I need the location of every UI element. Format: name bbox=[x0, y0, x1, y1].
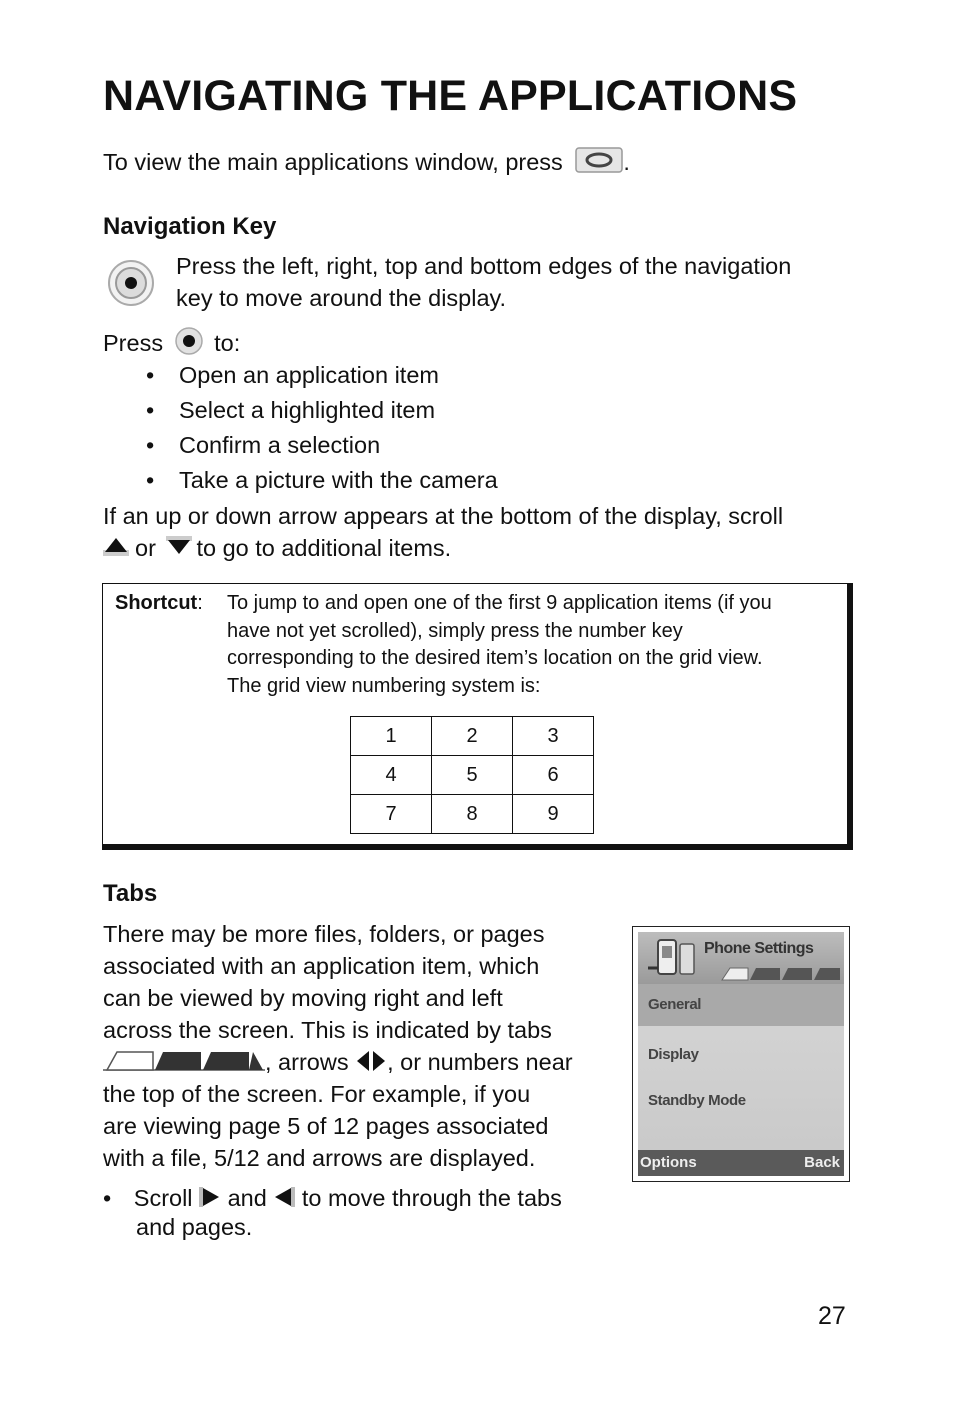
shortcut-text: To jump to and open one of the first 9 application items (if you have not yet scrolled), simply press the number key corresponding to the desired item’s location on the grid view. The grid view numbering system is: bbox=[227, 592, 772, 697]
page-number: 27 bbox=[818, 1302, 846, 1330]
grid-cell: 9 bbox=[513, 795, 594, 834]
grid-cell: 5 bbox=[432, 756, 513, 795]
left-arrow-icon bbox=[355, 1048, 371, 1080]
grid-cell: 1 bbox=[351, 717, 432, 756]
tabs-icon bbox=[103, 1048, 265, 1080]
grid-cell: 8 bbox=[432, 795, 513, 834]
settings-app-icon bbox=[646, 938, 702, 978]
scroll-line1: If an up or down arrow appears at the bottom of the display, scroll bbox=[103, 503, 784, 529]
navigation-key-heading: Navigation Key bbox=[103, 213, 277, 240]
intro-text: To view the main applications window, press . bbox=[103, 146, 630, 181]
phone-settings-screenshot bbox=[632, 926, 850, 1182]
grid-numbering-table bbox=[350, 716, 594, 834]
press-action-list bbox=[146, 358, 498, 498]
grid-cell: 7 bbox=[351, 795, 432, 834]
phone-tabs-icon bbox=[718, 964, 842, 982]
phone-menu-item-standby[interactable]: Standby Mode bbox=[648, 1092, 746, 1109]
list-item: • Take a picture with the camera bbox=[146, 467, 498, 493]
up-arrow-icon bbox=[103, 534, 129, 566]
press-line: Press to: bbox=[103, 326, 240, 364]
phone-softkey-bar bbox=[638, 1150, 844, 1176]
navigation-key-line2: key to move around the display. bbox=[176, 285, 507, 311]
list-item: • Select a highlighted item bbox=[146, 397, 436, 423]
down-arrow-icon bbox=[166, 534, 192, 566]
back-softkey[interactable]: Back bbox=[804, 1154, 840, 1171]
list-item: • Open an application item bbox=[146, 362, 439, 388]
grid-cell: 3 bbox=[513, 717, 594, 756]
grid-cell: 6 bbox=[513, 756, 594, 795]
phone-title-bar bbox=[638, 932, 844, 984]
phone-menu-item-display[interactable]: Display bbox=[648, 1046, 699, 1063]
phone-title: Phone Settings bbox=[704, 940, 814, 957]
table-row bbox=[351, 795, 594, 834]
table-row bbox=[351, 756, 594, 795]
table-row bbox=[351, 717, 594, 756]
menu-key-icon bbox=[575, 147, 623, 181]
page-title: NAVIGATING THE APPLICATIONS bbox=[103, 72, 798, 120]
left-scroll-icon bbox=[273, 1184, 295, 1216]
tabs-indicator-line: , arrows , or numbers near bbox=[103, 1046, 573, 1078]
options-softkey[interactable]: Options bbox=[640, 1154, 697, 1171]
scroll-tabs-line2: and pages. bbox=[136, 1214, 253, 1240]
navigation-key-icon bbox=[106, 258, 156, 313]
phone-screen bbox=[638, 932, 844, 1176]
scroll-line2: or to go to additional items. bbox=[103, 532, 451, 566]
list-item: • Confirm a selection bbox=[146, 432, 381, 458]
grid-cell: 4 bbox=[351, 756, 432, 795]
tabs-heading: Tabs bbox=[103, 880, 158, 907]
grid-cell: 2 bbox=[432, 717, 513, 756]
scroll-tabs-bullet: • Scroll and to move through the tabs bbox=[103, 1182, 562, 1216]
navigation-key-line1: Press the left, right, top and bottom edges of the navigation bbox=[176, 253, 792, 279]
tabs-paragraph: There may be more files, folders, or pages associated with an application item, which can be viewed by moving right and left across the screen. This is indicated by tabs , arrows , or numbers near the top of the screen. For example, if you are viewing page 5 of 12 pages associated with a file, 5/12 and arrows are displayed. bbox=[103, 921, 573, 1171]
right-arrow-icon bbox=[371, 1048, 387, 1080]
phone-menu-item-general[interactable]: General bbox=[638, 984, 844, 1026]
shortcut-label: Shortcut: bbox=[115, 592, 203, 614]
